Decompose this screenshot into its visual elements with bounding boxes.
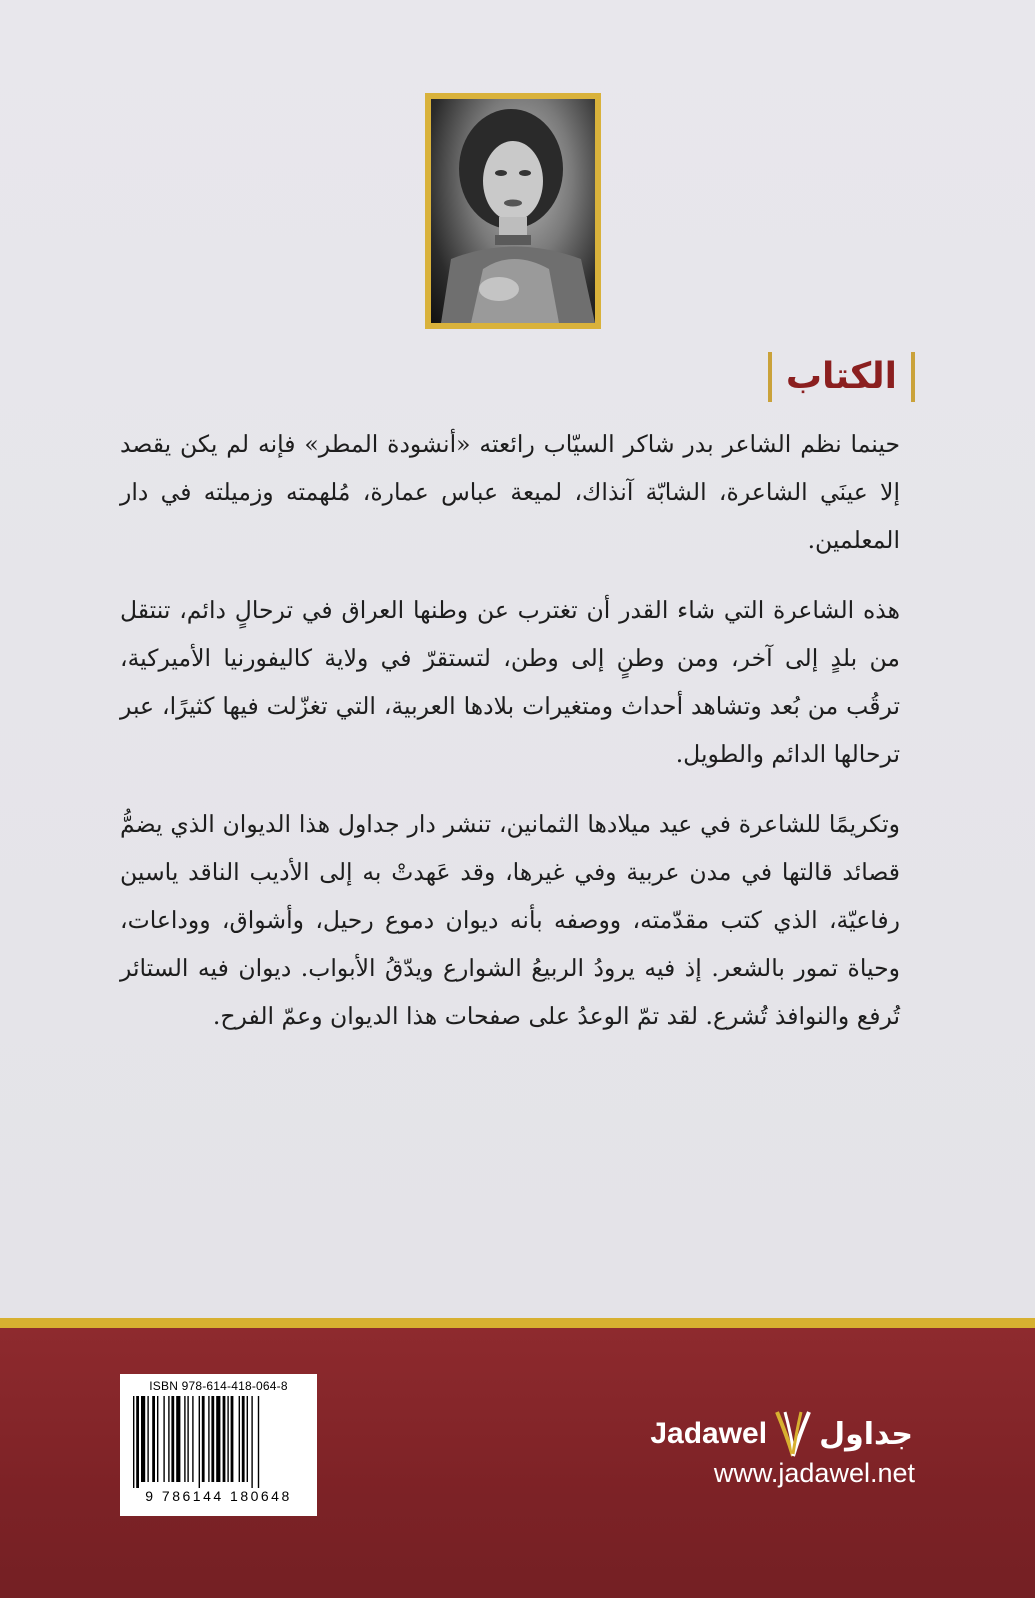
gold-divider — [0, 1318, 1035, 1328]
heading-bar-right — [911, 352, 915, 402]
barcode-bar — [157, 1396, 158, 1482]
wave-v-icon — [773, 1408, 813, 1460]
barcode-bar — [211, 1396, 214, 1482]
barcode-bar — [171, 1396, 174, 1482]
barcode-bar — [198, 1396, 199, 1488]
author-photo-frame — [425, 93, 601, 329]
isbn-label: ISBN 978-614-418-064-8 — [149, 1379, 288, 1393]
publisher-name-arabic: جداول — [819, 1416, 913, 1452]
barcode-digits: 9 786144 180648 — [145, 1488, 292, 1504]
barcode-bar — [246, 1396, 247, 1482]
barcode-bar — [187, 1396, 188, 1482]
barcode-bar — [184, 1396, 185, 1482]
barcode-bar — [192, 1396, 193, 1482]
author-photo — [431, 99, 595, 323]
section-title: الكتاب — [785, 356, 897, 397]
barcode-bar — [227, 1396, 228, 1482]
barcode-bar — [176, 1396, 180, 1482]
barcode-bar — [141, 1396, 145, 1482]
barcode-bar — [133, 1396, 134, 1488]
barcode-bar — [208, 1396, 209, 1482]
barcode-bar — [230, 1396, 233, 1482]
barcode-bar — [241, 1396, 244, 1482]
paragraph-3: وتكريمًا للشاعرة في عيد ميلادها الثمانين، تنشر دار جداول هذا الديوان الذي يضمُّ قصائد قالتها في مدن عربية وفي غيرها، وقد عَهدتْ به إلى الأديب الناقد ياسين رفاعيّة، الذي كتب مقدّمته، ووصفه بأنه ديوان دموع رحيل، وأشواق، ووداعات، وحياة تمور بالشعر. إذ فيه يرودُ الربيعُ الشوارع ويدّقُ الأبواب. ديوان فيه الستائر تُرفع والنوافذ تُشرع. لقد تمّ الوعدُ على صفحات هذا الديوان وعمّ الفرح. — [120, 810, 900, 1030]
barcode-bar — [257, 1396, 258, 1488]
barcode-bar — [238, 1396, 239, 1482]
paragraph-1: حينما نظم الشاعر بدر شاكر السيّاب رائعته «أنشودة المطر» فإنه لم يكن يقصد إلا عينَي الشاعرة، الشابّة آنذاك، لميعة عباس عمارة، مُلهمته وزميلته في دار المعلمين. — [120, 430, 900, 554]
paragraph-2: هذه الشاعرة التي شاء القدر أن تغترب عن وطنها العراق في ترحالٍ دائم، تنتقل من بلدٍ إلى آخر، ومن وطنٍ إلى وطن، لتستقرّ في ولاية كاليفورنيا الأميركية، ترقُب من بُعد وتشاهد أحداث ومتغيرات بلادها العربية، التي تغزّلت فيها كثيرًا، عبر ترحالها الدائم والطويل. — [120, 596, 900, 768]
barcode-bar — [136, 1396, 139, 1488]
barcode-bar — [147, 1396, 148, 1482]
barcode-bar — [152, 1396, 155, 1482]
blurb-text — [120, 420, 900, 1062]
barcode-bar — [216, 1396, 220, 1482]
section-heading — [768, 352, 915, 402]
barcode — [120, 1374, 317, 1516]
barcode-bar — [222, 1396, 225, 1482]
publisher-name-latin: Jadawel — [650, 1417, 768, 1450]
barcode-bar — [168, 1396, 169, 1482]
barcode-bar — [251, 1396, 252, 1488]
barcode-bar — [163, 1396, 164, 1482]
barcode-bar — [201, 1396, 204, 1482]
barcode-bars — [129, 1396, 309, 1488]
publisher-logo — [650, 1408, 913, 1460]
publisher-website: www.jadawel.net — [713, 1458, 915, 1488]
heading-bar-left — [768, 352, 772, 402]
author-portrait-graphic — [431, 99, 595, 323]
